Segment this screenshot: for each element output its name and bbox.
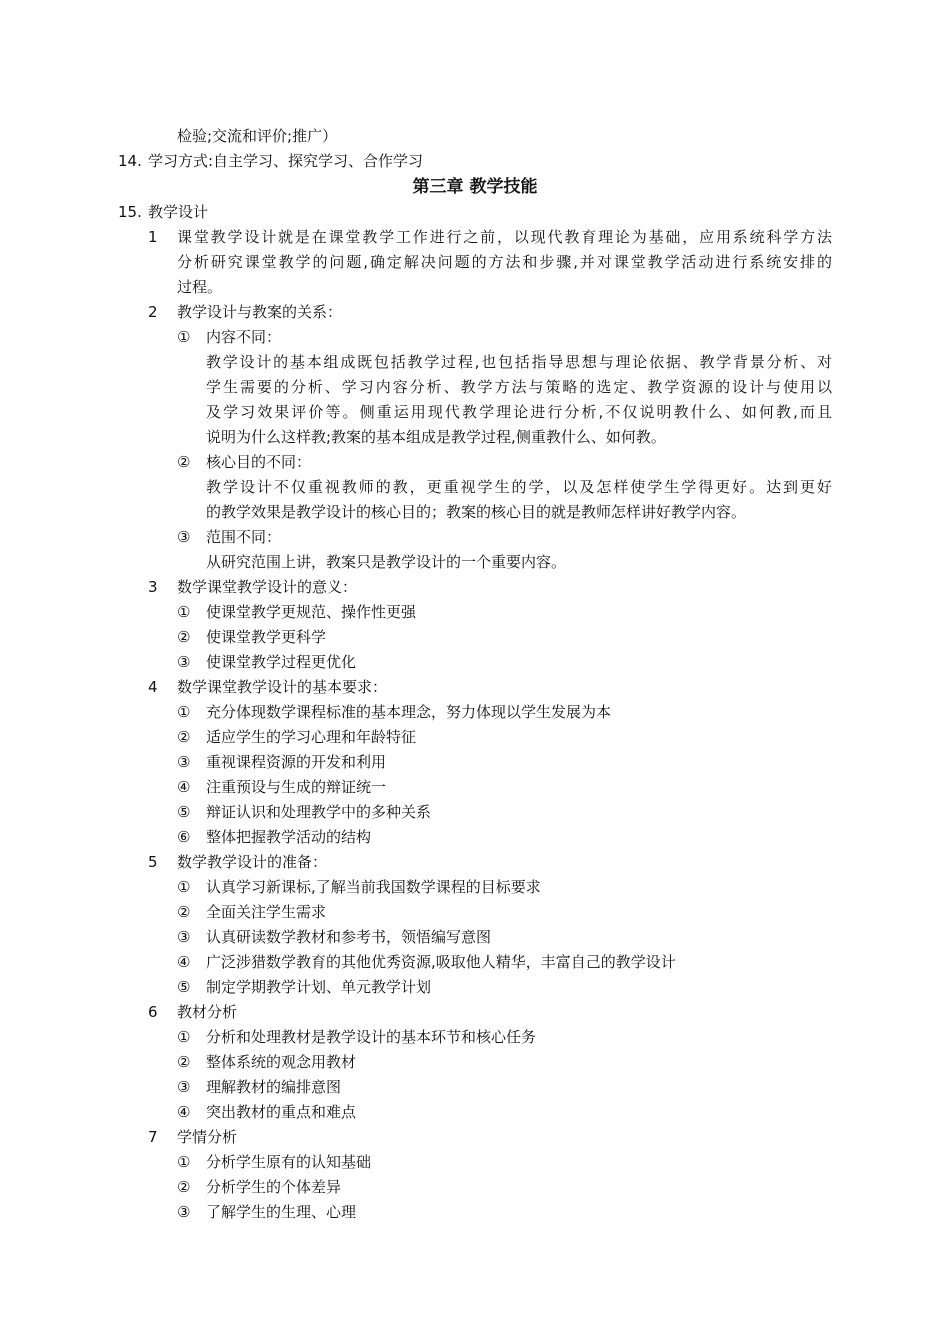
list-item: 了解学生的生理、心理 [206,1203,357,1221]
list-item: 整体系统的观念用教材 [206,1053,357,1071]
section-2-sub-3-mark: ③ [177,528,191,546]
section-7-number: 7 [148,1128,158,1146]
section-2-sub-2-title: 核心目的不同： [206,453,312,471]
chapter-title: 第三章 教学技能 [412,177,538,197]
list-item-mark: ③ [177,1203,191,1221]
section-1-number: 1 [148,228,158,246]
list-item-mark: ② [177,628,191,646]
section-2-number: 2 [148,303,158,321]
list-item-mark: ③ [177,653,191,671]
list-item: 重视课程资源的开发和利用 [206,753,387,771]
section-6-number: 6 [148,1003,158,1021]
section-3-number: 3 [148,578,158,596]
list-item-mark: ⑤ [177,803,191,821]
list-item: 认真研读数学教材和参考书，领悟编写意图 [206,928,492,946]
section-3-title: 数学课堂教学设计的意义： [177,578,358,596]
section-5-number: 5 [148,853,158,871]
list-item-mark: ② [177,903,191,921]
list-item-mark: ⑤ [177,978,191,996]
list-item-mark: ④ [177,778,191,796]
list-item: 分析学生原有的认知基础 [206,1153,372,1171]
continuation-line: 检验;交流和评价;推广） [177,127,338,145]
item-15-number: 15. [118,203,142,221]
list-item: 突出教材的重点和难点 [206,1103,357,1121]
section-2-sub-1-title: 内容不同： [206,328,282,346]
list-item: 使课堂教学过程更优化 [206,653,357,671]
section-1-line-3: 过程。 [177,278,223,296]
item-15-title: 教学设计 [148,203,209,221]
list-item: 适应学生的学习心理和年龄特征 [206,728,417,746]
list-item-mark: ③ [177,1078,191,1096]
section-2-sub-2-line-2: 的教学效果是教学设计的核心目的；教案的核心目的就是教师怎样讲好教学内容。 [206,503,747,521]
section-2-sub-1-line-3: 及学习效果评价等。侧重运用现代教学理论进行分析,不仅说明教什么、如何教,而且 [206,403,832,421]
list-item: 全面关注学生需求 [206,903,327,921]
list-item: 理解教材的编排意图 [206,1078,342,1096]
list-item-mark: ② [177,728,191,746]
list-item-mark: ① [177,1028,191,1046]
list-item-mark: ② [177,1178,191,1196]
section-2-sub-2-line-1: 教学设计不仅重视教师的教，更重视学生的学，以及怎样使学生学得更好。达到更好 [206,478,832,496]
section-2-sub-3-title: 范围不同： [206,528,282,546]
section-1-line-1: 课堂教学设计就是在课堂教学工作进行之前，以现代教育理论为基础，应用系统科学方法 [177,228,832,246]
section-2-sub-1-mark: ① [177,328,191,346]
list-item: 认真学习新课标,了解当前我国数学课程的目标要求 [206,878,541,896]
section-6-title: 教材分析 [177,1003,238,1021]
list-item-mark: ① [177,703,191,721]
list-item: 制定学期教学计划、单元教学计划 [206,978,432,996]
list-item: 整体把握教学活动的结构 [206,828,372,846]
list-item-mark: ② [177,1053,191,1071]
section-2-sub-3-line-1: 从研究范围上讲，教案只是教学设计的一个重要内容。 [206,553,567,571]
list-item: 使课堂教学更规范、操作性更强 [206,603,417,621]
list-item-mark: ④ [177,953,191,971]
list-item: 分析和处理教材是教学设计的基本环节和核心任务 [206,1028,537,1046]
section-2-sub-2-mark: ② [177,453,191,471]
list-item: 辩证认识和处理教学中的多种关系 [206,803,432,821]
list-item-mark: ③ [177,753,191,771]
list-item-mark: ① [177,878,191,896]
section-7-title: 学情分析 [177,1128,238,1146]
item-14-number: 14. [118,152,142,170]
section-2-sub-1-line-1: 教学设计的基本组成既包括教学过程,也包括指导思想与理论依据、教学背景分析、对 [206,353,832,371]
item-14-text: 学习方式:自主学习、探究学习、合作学习 [148,152,424,170]
list-item-mark: ④ [177,1103,191,1121]
list-item: 充分体现数学课程标准的基本理念，努力体现以学生发展为本 [206,703,612,721]
list-item-mark: ① [177,1153,191,1171]
section-1-line-2: 分析研究课堂教学的问题,确定解决问题的方法和步骤,并对课堂教学活动进行系统安排的 [177,253,832,271]
section-2-sub-1-line-2: 学生需要的分析、学习内容分析、教学方法与策略的选定、教学资源的设计与使用以 [206,378,832,396]
list-item: 使课堂教学更科学 [206,628,327,646]
list-item: 广泛涉猎数学教育的其他优秀资源,吸取他人精华，丰富自己的教学设计 [206,953,676,971]
list-item-mark: ⑥ [177,828,191,846]
section-4-number: 4 [148,678,158,696]
section-2-sub-1-line-4: 说明为什么这样教;教案的基本组成是教学过程,侧重教什么、如何教。 [206,428,666,446]
section-4-title: 数学课堂教学设计的基本要求： [177,678,388,696]
list-item: 注重预设与生成的辩证统一 [206,778,387,796]
section-2-title: 教学设计与教案的关系： [177,303,343,321]
section-5-title: 数学教学设计的准备： [177,853,328,871]
list-item-mark: ③ [177,928,191,946]
list-item: 分析学生的个体差异 [206,1178,342,1196]
list-item-mark: ① [177,603,191,621]
